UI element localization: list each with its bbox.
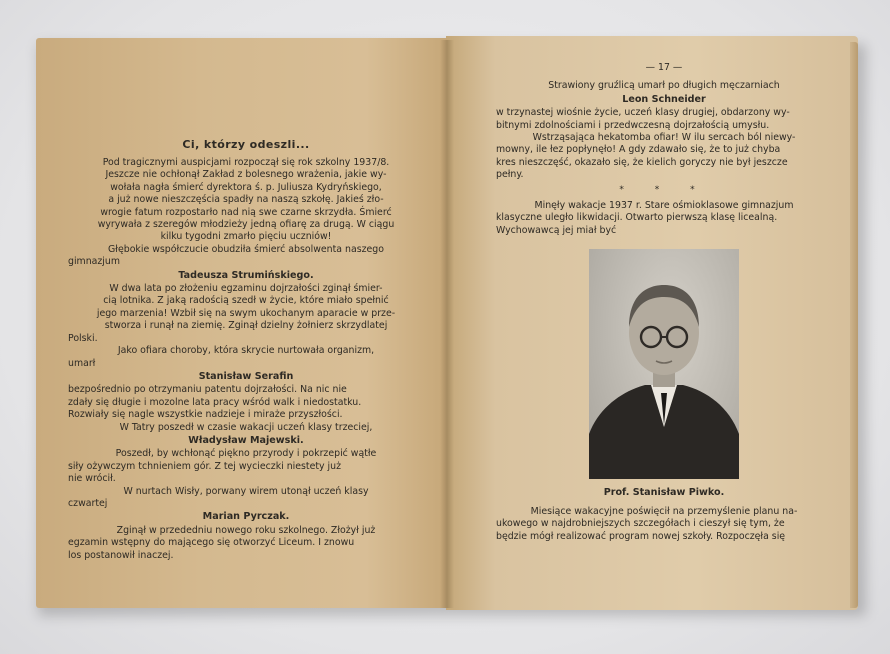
page-edges: [850, 42, 858, 608]
text-line: wołała nagła śmierć dyrektora ś. p. Juliusza Kydryńskiego,: [110, 181, 382, 193]
deceased-name: Marian Pyrczak.: [202, 511, 290, 523]
text-line: w trzynastej wiośnie życie, uczeń klasy drugiej, obdarzony wy-: [496, 107, 790, 119]
text-line: cią lotnika. Z jaką radością szedł w życie, które miało spełnić: [103, 295, 389, 307]
section-divider: * * *: [619, 184, 709, 195]
right-page: [446, 36, 858, 610]
photo-caption: Prof. Stanisław Piwko.: [603, 487, 725, 499]
text-line: Poszedł, by wchłonąć piękno przyrody i pokrzepić wątłe: [115, 448, 377, 460]
text-line: nie wrócił.: [68, 473, 116, 485]
text-line: wyrywała z szeregów młodzieży jedną ofiarę za drugą. W ciągu: [97, 219, 395, 231]
text-line: W nurtach Wisły, porwany wirem utonął uczeń klasy: [123, 485, 369, 497]
text-line: gimnazjum: [68, 256, 120, 268]
page-number: — 17 —: [645, 62, 683, 73]
text-line: wrogie fatum rozpostarło nad nią swe czarne skrzydła. Śmierć: [100, 206, 392, 218]
text-line: Pod tragicznymi auspicjami rozpoczął się rok szkolny 1937/8.: [102, 157, 390, 168]
book-gutter: [440, 40, 454, 608]
paragraph-vacation: [496, 200, 832, 237]
paragraph-plans: [496, 506, 832, 543]
text-line: Polski.: [68, 332, 98, 344]
text-line: Miesiące wakacyjne poświęcił na przemyślenie planu na-: [530, 505, 798, 517]
text-line: Wychowawcą jej miał być: [496, 224, 617, 236]
text-line: Wstrząsająca hekatomba ofiar! W ilu sercach ból niewy-: [532, 132, 796, 144]
paragraph-schneider: [496, 107, 832, 181]
text-line: pełny.: [496, 169, 524, 181]
text-line: mowny, ile łez popłynęło! A gdy zdawało się, że to już chyba: [496, 144, 781, 156]
text-line: W dwa lata po złożeniu egzaminu dojrzałości zginął śmier-: [109, 283, 383, 295]
text-line: kres nieszczęść, okazało się, że kielich goryczy nie był jeszcze: [496, 156, 788, 168]
text-line: stworza i runął na ziemię. Zginął dzielny żołnierz skrzydlatej: [104, 320, 388, 332]
text-line: siły ożywczym tchnieniem gór. Z tej wycieczki niestety już: [68, 460, 342, 472]
text-line: klasyczne uległo likwidacji. Otwarto pierwszą klasę licealną.: [496, 212, 778, 224]
text-line: umarł: [68, 357, 96, 369]
text-line: Zginął w przededniu nowego roku szkolnego. Złożył już: [116, 524, 376, 536]
text-line: zdały się długie i mozolne lata pracy wśród walk i niedostatku.: [68, 396, 362, 408]
text-line: Jako ofiara choroby, która skrycie nurtowała organizm,: [117, 345, 375, 357]
text-line: Jeszcze nie ochłonął Zakład z bolesnego wrażenia, jakie wy-: [105, 169, 387, 181]
paragraph-tatra: [68, 448, 424, 510]
section-title: Ci, którzy odeszli...: [182, 138, 310, 151]
text-line: a już nowe nieszczęścia spadły na naszą szkołę. Jakieś zło-: [108, 194, 384, 206]
text-line: kilku tygodni zmarło pięciu uczniów!: [160, 231, 332, 243]
text-line: Głębokie współczucie obudziła śmierć absolwenta naszego: [108, 243, 384, 255]
deceased-name: Tadeusza Strumińskiego.: [178, 269, 314, 281]
text-line: egzamin wstępny do mającego się otworzyć Liceum. I znowu: [68, 537, 355, 549]
portrait-photo: [589, 249, 739, 479]
text-line: Strawiony gruźlicą umarł po długich męczarniach: [548, 80, 780, 92]
text-line: Rozwiały się nagle wszystkie nadzieje i miraże przyszłości.: [68, 409, 343, 421]
text-line: bezpośrednio po otrzymaniu patentu dojrzałości. Na nic nie: [68, 384, 347, 396]
paragraph-aviator: [68, 283, 424, 370]
left-page: [36, 38, 448, 608]
text-line: los postanowił inaczej.: [68, 549, 174, 561]
deceased-name: Stanisław Serafin: [198, 370, 294, 382]
portrait-illustration: [589, 249, 739, 479]
deceased-name: Władysław Majewski.: [188, 434, 304, 446]
text-line: W Tatry poszedł w czasie wakacji uczeń klasy trzeciej,: [119, 421, 373, 433]
paragraph-vistula: [68, 525, 424, 562]
paragraph-intro: [68, 157, 424, 269]
text-line: czwartej: [68, 497, 108, 509]
deceased-name: Leon Schneider: [622, 93, 706, 105]
text-line: Minęły wakacje 1937 r. Stare ośmioklasowe gimnazjum: [534, 200, 794, 212]
text-line: będzie mógł realizować program nowej szkoły. Rozpoczęła się: [496, 530, 786, 542]
text-line: ukowego w najdrobniejszych szczegółach i cieszył się tym, że: [496, 518, 785, 530]
text-line: jego marzenia! Wzbił się na swym ukochanym aparacie w prze-: [96, 307, 396, 319]
text-line: bitnymi zdolnościami i przedwczesną dojrzałością umysłu.: [496, 119, 770, 131]
paragraph-graduate: [68, 384, 424, 434]
